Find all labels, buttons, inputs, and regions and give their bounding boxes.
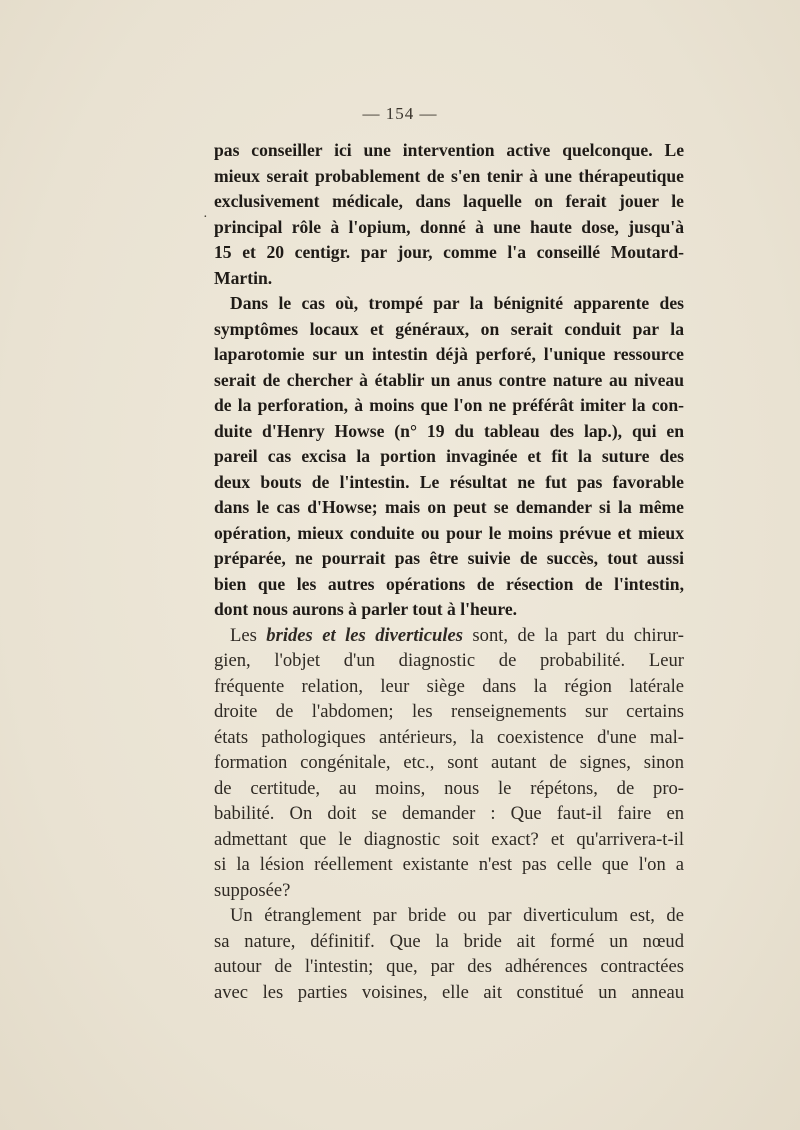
text-line: de la perforation, à moins que l'on ne préférât imiter la con- (214, 395, 684, 415)
text-line: Dans le cas où, trompé par la bénignité apparente des (230, 293, 684, 313)
text-line: formation congénitale, etc., sont autant de signes, sinon (214, 752, 684, 773)
text-line: opération, mieux conduite ou pour le moins prévue et mieux (214, 522, 684, 543)
text-line: mieux serait probablement de s'en tenir à une thérapeutique (214, 165, 684, 186)
paragraph-4 (214, 903, 684, 1005)
text-line: dans le cas d'Howse; mais on peut se demander si la même (214, 497, 684, 517)
text-run: Les (230, 624, 267, 646)
text-line: supposée? (214, 879, 291, 901)
text-line: dont nous aurons à parler tout à l'heure. (214, 599, 518, 619)
paragraph-2 (214, 291, 684, 623)
margin-mark: · (203, 210, 208, 225)
text-line: symptômes locaux et généraux, on serait conduit par la (214, 318, 684, 339)
text-line: avec les parties voisines, elle ait constitué un anneau (214, 981, 684, 1003)
text-line (214, 623, 684, 649)
italic-term: brides et les diverticules (266, 624, 463, 646)
text-line: pas conseiller ici une intervention active quelconque. Le (214, 140, 684, 160)
text-line: admettant que le diagnostic soit exact? et qu'arrivera-t-il (214, 828, 684, 850)
text-line: états pathologiques antérieurs, la coexistence d'une mal- (214, 726, 684, 748)
text-line: fréquente relation, leur siège dans la région latérale (214, 675, 684, 697)
text-line: babilité. On doit se demander : Que faut-il faire en (214, 803, 684, 824)
text-line: laparotomie sur un intestin déjà perforé, l'unique ressource (214, 344, 684, 364)
text-line: préparée, ne pourrait pas être suivie de succès, tout aussi (214, 548, 684, 568)
text-line: duite d'Henry Howse (n° 19 du tableau des lap.), qui en (214, 420, 684, 441)
text-line: pareil cas excisa la portion invaginée et fit la suture des (214, 446, 684, 466)
body-text (214, 138, 684, 1005)
text-line: sa nature, définitif. Que la bride ait formé un nœud (214, 930, 684, 952)
text-line: autour de l'intestin; que, par des adhérences contractées (214, 956, 684, 977)
text-line: serait de chercher à établir un anus contre nature au niveau (214, 369, 684, 390)
text-run: sont, de la part du chirur- (462, 624, 684, 646)
paragraph-3 (214, 623, 684, 904)
text-line: 15 et 20 centigr. par jour, comme l'a conseillé Moutard- (214, 242, 684, 262)
text-line: deux bouts de l'intestin. Le résultat ne fut pas favorable (214, 471, 684, 492)
text-line: droite de l'abdomen; les renseignements sur certains (214, 701, 684, 722)
text-line: Un étranglement par bride ou par diverticulum est, de (230, 905, 684, 926)
page-number: — 154 — (362, 104, 438, 123)
text-line: si la lésion réellement existante n'est pas celle que l'on a (214, 854, 684, 875)
text-line: de certitude, au moins, nous le répétons, de pro- (214, 777, 684, 799)
text-line: Martin. (214, 267, 273, 288)
text-line: gien, l'objet d'un diagnostic de probabilité. Leur (214, 650, 684, 671)
text-line: exclusivement médicale, dans laquelle on ferait jouer le (214, 191, 684, 211)
paragraph-1 (214, 138, 684, 291)
text-line: bien que les autres opérations de résection de l'intestin, (214, 573, 684, 594)
text-line: principal rôle à l'opium, donné à une haute dose, jusqu'à (214, 216, 684, 237)
